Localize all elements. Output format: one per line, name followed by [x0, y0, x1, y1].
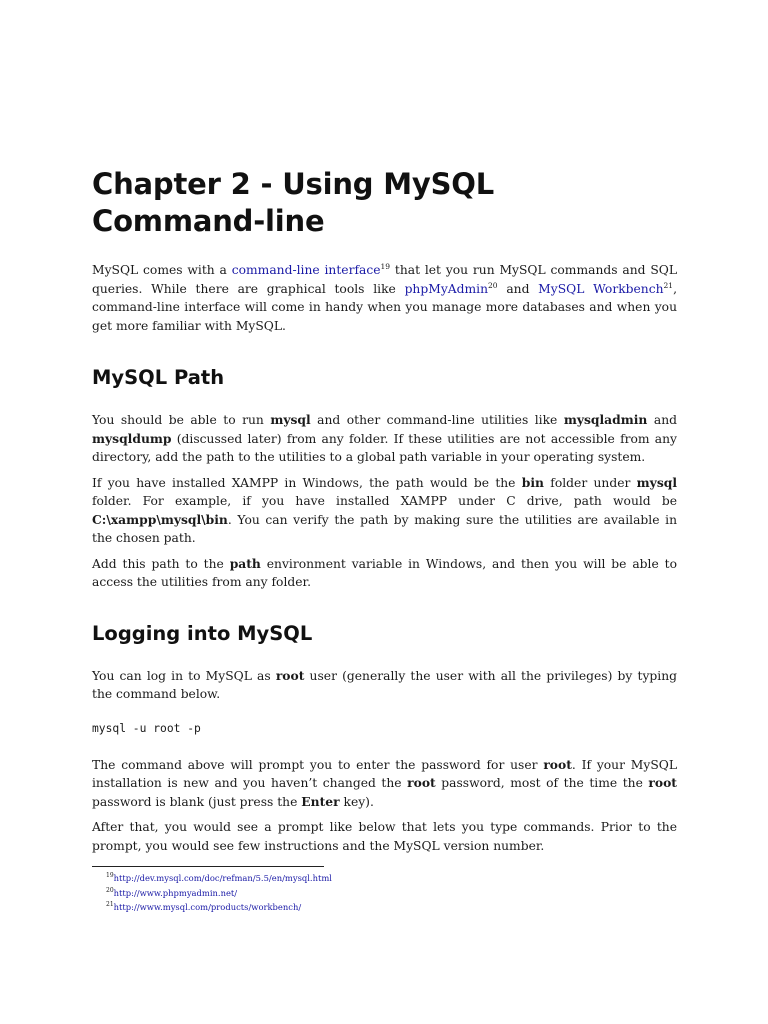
phpmyadmin-link[interactable]: phpMyAdmin: [404, 281, 489, 296]
footnote-20-link[interactable]: http://www.phpmyadmin.net/: [113, 887, 238, 898]
chapter-title-line-1: Chapter 2 - Using MySQL: [92, 167, 495, 201]
footnote-20: $^{20}$http://www.phpmyadmin.net/: [106, 886, 238, 898]
login-paragraph-2: The command above will prompt you to enter the password for user root. If your MySQL installation is new and you haven’t changed the root password, most of the time the root password is blank (just press the Enter key).: [92, 756, 677, 809]
chapter-title-line-2: Command-line: [92, 204, 325, 238]
code-block: mysql -u root -p: [92, 721, 201, 735]
footnotes: [92, 866, 332, 915]
mysql-workbench-link[interactable]: MySQL Workbench: [538, 281, 664, 296]
footnote-19-link[interactable]: http://dev.mysql.com/doc/refman/5.5/en/mysql.html: [113, 873, 332, 883]
footnote-divider: [92, 866, 324, 867]
path-paragraph-3: Add this path to the path environment variable in Windows, and then you will be able to access the utilities from any folder.: [92, 555, 677, 589]
chapter-title: [92, 166, 677, 240]
path-paragraph-2: If you have installed XAMPP in Windows, the path would be the bin folder under mysql folder. For example, if you have installed XAMPP under C drive, path would be C:\xampp\mysql\bin. You can verify the path by making sure the utilities are available in the chosen path.: [92, 474, 678, 545]
footnote-21-link[interactable]: http://www.mysql.com/products/workbench/: [113, 902, 302, 912]
login-paragraph-3: After that, you would see a prompt like below that lets you type commands. Prior to the prompt, you would see few instructions and the MySQL version number.: [92, 820, 677, 853]
command-line-interface-link[interactable]: command-line interface: [231, 263, 381, 277]
path-paragraph-1: You should be able to run mysql and other command-line utilities like mysqladmin and mysqldump (discussed later) from any folder. If these utilities are not accessible from any directory, add the path to the utilities to a global path variable in your operating system.: [92, 412, 677, 464]
intro-paragraph: MySQL comes with a command-line interface$^{19}$ that let you run MySQL commands and SQL queries. While there are graphical tools like phpMyAdmin$^{20}$ and MySQL Workbench$^{21}$, command-line interface will come in handy when you manage more databases and when you get more familiar with MySQL.: [92, 261, 677, 333]
section-heading-logging-in: Logging into MySQL: [92, 621, 313, 645]
footnote-ref-19: 19: [380, 261, 391, 271]
footnote-ref-21: 21: [663, 280, 674, 290]
section-heading-mysql-path: MySQL Path: [92, 366, 225, 389]
footnote-ref-20: 20: [488, 280, 498, 290]
login-paragraph-1: You can log in to MySQL as root user (generally the user with all the privileges) by typing the command below.: [92, 667, 677, 701]
footnote-19: $^{19}$http://dev.mysql.com/doc/refman/5.5/en/mysql.html: [106, 872, 332, 883]
footnote-21: $^{21}$http://www.mysql.com/products/workbench/: [106, 901, 302, 912]
page-body: [92, 166, 677, 862]
